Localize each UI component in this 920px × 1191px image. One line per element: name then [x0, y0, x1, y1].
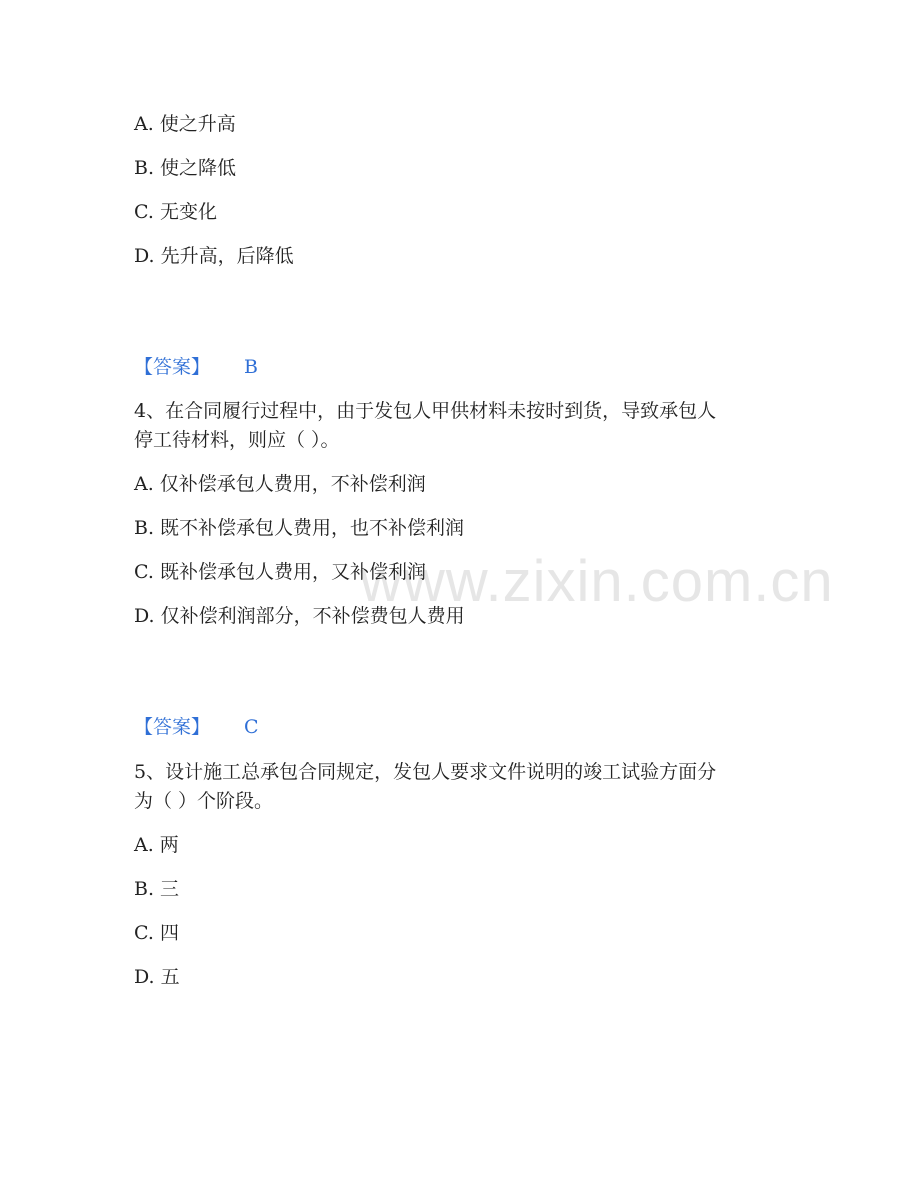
q5-stem-line1: 5、设计施工总承包合同规定，发包人要求文件说明的竣工试验方面分: [134, 761, 717, 783]
q5-stem-line2: 为（ ）个阶段。: [134, 790, 274, 812]
answer-label: 【答案】: [134, 356, 211, 378]
q3-option-b: B. 使之降低: [134, 157, 237, 179]
q4-stem-line2: 停工待材料，则应（ ）。: [134, 429, 340, 451]
answer-value: B: [244, 356, 258, 378]
q4-stem-line1: 4、在合同履行过程中，由于发包人甲供材料未按时到货，导致承包人: [134, 400, 717, 422]
answer-value: C: [244, 716, 259, 738]
watermark: www.zixin.com.cn: [360, 549, 834, 614]
q4-answer: [134, 716, 259, 738]
q5-option-c: C. 四: [134, 922, 179, 944]
q4-option-d: D. 仅补偿利润部分，不补偿费包人费用: [134, 605, 465, 627]
q4-option-a: A. 仅补偿承包人费用，不补偿利润: [134, 473, 426, 495]
q5-option-b: B. 三: [134, 878, 180, 900]
q3-option-c: C. 无变化: [134, 201, 217, 223]
answer-label: 【答案】: [134, 716, 211, 738]
q3-option-a: A. 使之升高: [134, 113, 236, 135]
q4-option-c: C. 既补偿承包人费用，又补偿利润: [134, 561, 426, 583]
q3-answer: [134, 356, 258, 378]
q3-option-d: D. 先升高，后降低: [134, 245, 294, 267]
q5-option-a: A. 两: [134, 834, 179, 856]
q4-option-b: B. 既不补偿承包人费用，也不补偿利润: [134, 517, 465, 539]
q5-option-d: D. 五: [134, 966, 180, 988]
